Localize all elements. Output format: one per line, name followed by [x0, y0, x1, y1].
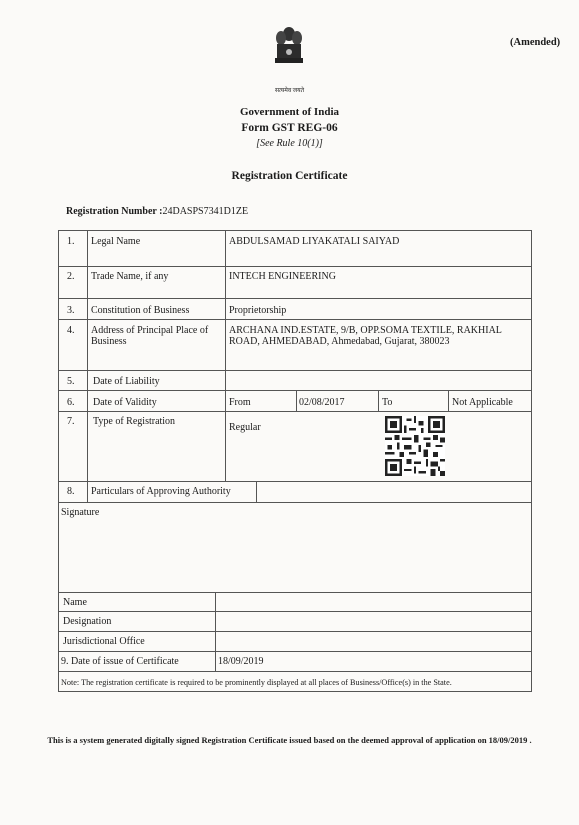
row-number: 6. [67, 397, 75, 408]
date-of-validity-label: Date of Validity [93, 397, 157, 408]
constitution-value: Proprietorship [229, 305, 287, 316]
address-label-line1: Address of Principal Place of [91, 325, 209, 336]
validity-from-date: 02/08/2017 [299, 397, 345, 408]
date-of-liability-label: Date of Liability [93, 376, 160, 387]
row-number: 7. [67, 416, 75, 427]
registration-number-value: 24DASPS7341D1ZE [162, 206, 249, 217]
signature-label: Signature [61, 507, 100, 518]
date-of-issue-value: 18/09/2019 [218, 656, 264, 667]
validity-to-value: Not Applicable [452, 397, 513, 408]
legal-name-label: Legal Name [91, 236, 141, 247]
approving-authority-label: Particulars of Approving Authority [91, 486, 231, 497]
row-number: 1. [67, 236, 75, 247]
row-number: 3. [67, 305, 75, 316]
validity-to-label: To [382, 397, 393, 408]
address-label-line2: Business [91, 336, 127, 347]
trade-name-label: Trade Name, if any [91, 271, 169, 282]
name-label: Name [63, 597, 87, 608]
government-heading: Government of India [240, 106, 339, 118]
row-number: 8. [67, 486, 75, 497]
display-note: Note: The registration certificate is required to be prominently displayed at all places of Business/Office(s) in the State. [61, 678, 452, 687]
form-title: Form GST REG-06 [241, 122, 338, 134]
row-number: 2. [67, 271, 75, 282]
amended-label: (Amended) [510, 37, 561, 48]
designation-label: Designation [63, 616, 112, 627]
type-of-registration-value: Regular [229, 422, 261, 433]
legal-name-value: ABDULSAMAD LIYAKATALI SAIYAD [229, 236, 400, 247]
certificate-title: Registration Certificate [231, 170, 348, 182]
jurisdictional-office-label: Jurisdictional Office [63, 636, 145, 647]
system-generated-footer: This is a system generated digitally signed Registration Certificate issued based on the deemed approval of application on 18/09/2019 . [47, 735, 532, 745]
validity-from-label: From [229, 397, 251, 408]
type-of-registration-label: Type of Registration [93, 416, 176, 427]
address-value-line1: ARCHANA IND.ESTATE, 9/B, OPP.SOMA TEXTILE, RAKHIAL [229, 325, 502, 336]
rule-reference: [See Rule 10(1)] [256, 138, 323, 149]
address-value-line2: ROAD, AHMEDABAD, Ahmedabad, Gujarat, 380023 [229, 336, 450, 347]
trade-name-value: INTECH ENGINEERING [229, 271, 336, 282]
qr-code-icon [385, 416, 445, 476]
national-emblem-icon [272, 22, 306, 92]
row-number: 5. [67, 376, 75, 387]
registration-number [66, 206, 248, 217]
emblem-caption: सत्यमेव जयते [274, 88, 305, 94]
date-of-issue-label: 9. Date of issue of Certificate [61, 656, 179, 667]
constitution-label: Constitution of Business [91, 305, 190, 316]
row-number: 4. [67, 325, 75, 336]
registration-number-label: Registration Number : [66, 206, 163, 217]
